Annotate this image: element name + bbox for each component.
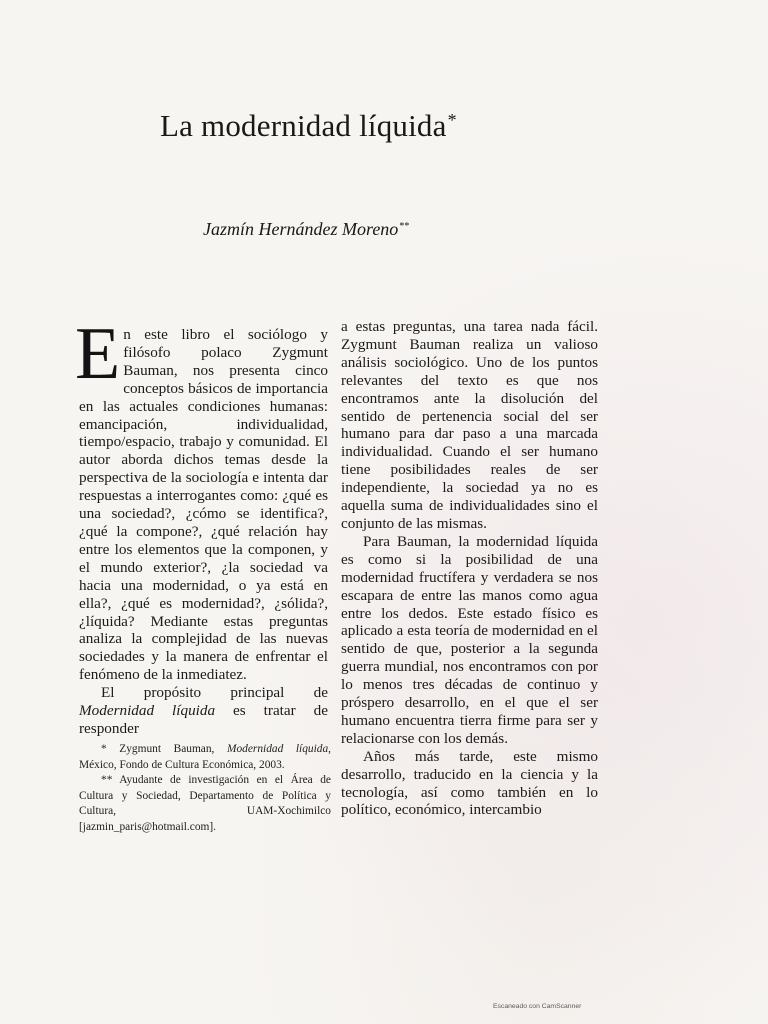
author-name: Jazmín Hernández Moreno <box>203 219 399 239</box>
footnote-1-text-start: * Zygmunt Bauman, <box>101 743 227 755</box>
article-title <box>160 108 457 144</box>
scanner-watermark: Escaneado con CamScanner <box>493 1003 582 1010</box>
drop-cap: E <box>75 313 121 395</box>
author-footnote-mark: ** <box>399 221 410 232</box>
paragraph-bauman: Para Bauman, la modernidad líquida es como si la posibilidad de una modernidad fructífera y verdadera se nos escapara de entre las manos como agua entre los dedos. Este estado físico es aplicado a esta teoría de modernidad en el sentido de que, posterior a la segunda guerra mundial, nos encontramos con por lo menos tres décadas de continuo y próspero desarrollo, en el que el ser humano encuentra tierra firme para ser y relacionarse con los demás. <box>341 532 598 747</box>
footnotes <box>79 742 331 835</box>
footnote-1-text-end: , México, Fondo de Cultura Económica, 2003. <box>79 743 332 771</box>
paragraph-years-later: Años más tarde, este mismo desarrollo, traducido en la ciencia y la tecnología, así como también en lo político, económico, intercambio <box>341 747 598 819</box>
book-title-italic: Modernidad líquida <box>79 702 216 720</box>
footnote-1-book-title: Modernidad líquida <box>226 743 329 755</box>
paragraph-purpose <box>79 684 328 738</box>
article-author <box>203 219 409 240</box>
paragraph-purpose-text-start: El propósito principal de <box>101 684 328 702</box>
body-column-left <box>75 313 328 738</box>
paragraph-intro <box>75 313 328 684</box>
footnote-2: ** Ayudante de investigación en el Área de Cultura y Sociedad, Departamento de Política y Cultura, UAM-Xochimilco [jazmin_paris@hotmail.com]. <box>79 774 331 833</box>
paragraph-intro-text: n este libro el sociólogo y filósofo polaco Zygmunt Bauman, nos presenta cinco conceptos básicos de importancia en las actuales condiciones humanas: emancipación, individualidad, tiempo/espacio, trabajo y comunidad. El autor aborda dichos temas desde la perspectiva de la sociología e intenta dar respuestas a interrogantes como: ¿qué es una sociedad?, ¿cómo se identifica?, ¿qué la compone?, ¿qué relación hay entre los elementos que la componen, y el mundo exterior?, ¿la sociedad va hacia una modernidad, o ya está en ella?, ¿qué es modernidad?, ¿sólida?, ¿líquida? Mediante estas preguntas analiza la complejidad de las nuevas sociedades y la manera de enfrentar el fenómeno de la inmediatez. <box>79 326 328 684</box>
paragraph-continuation: a estas preguntas, una tarea nada fácil. Zygmunt Bauman realiza un valioso análisis sociológico. Uno de los puntos relevantes del texto es que nos encontramos ante la disolución del sentido de pertenencia social del ser humano para dar paso a una marcada individualidad. Cuando el ser humano tiene posibilidades reales de ser independiente, la sociedad ya no es aquella suma de individualidades sino el conjunto de las mismas. <box>341 318 598 532</box>
article-title-text: La modernidad líquida <box>160 108 447 143</box>
body-column-right <box>341 318 598 819</box>
title-footnote-mark: * <box>447 110 457 130</box>
footnote-1 <box>79 742 331 773</box>
paragraph-purpose-text-end: es tratar de responder <box>79 702 328 737</box>
